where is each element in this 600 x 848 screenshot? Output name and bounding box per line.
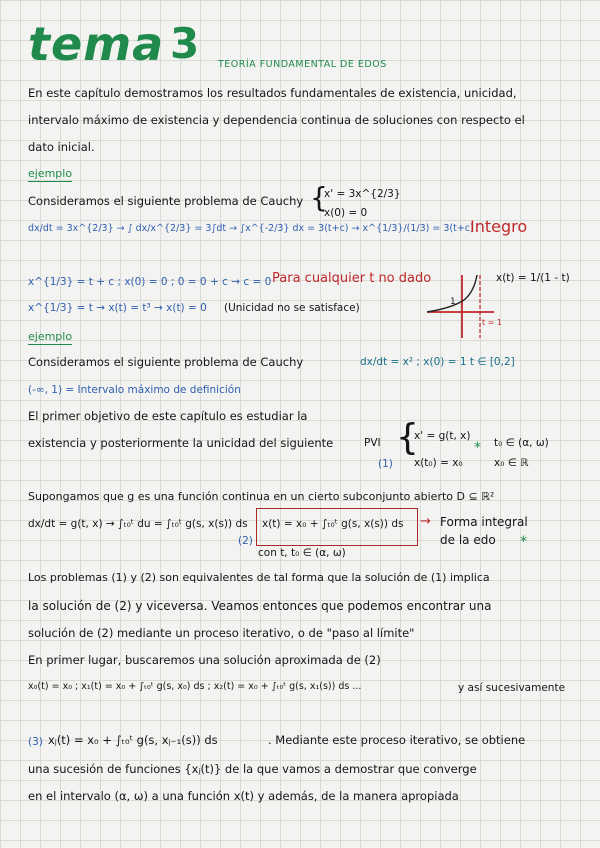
- example2-statement: Consideramos el siguiente problema de Cauchy: [28, 355, 304, 369]
- pvi-number: (1): [378, 458, 393, 470]
- pvi-brace: {: [396, 417, 419, 458]
- chapter-subtitle: TEORÍA FUNDAMENTAL DE EDOS: [218, 59, 387, 70]
- unicity-note: (Unicidad no se satisface): [224, 302, 360, 314]
- iteration-line: x₀(t) = x₀ ; x₁(t) = x₀ + ∫ₜ₀ᵗ g(s, x₀) ds ; x₂(t) = x₀ + ∫ₜ₀ᵗ g(s, x₁(s)) ds ...: [28, 681, 362, 692]
- equivalence-line-3: solución de (2) mediante un proceso iterativo, o de "paso al límite": [28, 626, 415, 640]
- integral-form-label-1: Forma integral: [440, 515, 528, 529]
- example-label-1: ejemplo: [28, 167, 73, 180]
- pvi-cond-1: t₀ ∈ (α, ω): [494, 437, 549, 449]
- objective-line-2: existencia y posteriormente la unicidad del siguiente: [28, 436, 334, 450]
- pvi-eq-1: x' = g(t, x): [414, 430, 471, 442]
- pvi-label: PVI: [364, 437, 381, 449]
- system-ic: x(0) = 0: [324, 207, 368, 219]
- integral-boxed: x(t) = x₀ + ∫ₜ₀ᵗ g(s, x(s)) ds: [262, 518, 404, 530]
- integration-chain: dx/dt = 3x^{2/3} → ∫ dx/x^{2/3} = 3∫dt → ∫x^{-2/3} dx = 3(t+c) → x^{1/3}/(1/3) = 3(t+c): [28, 223, 474, 234]
- example-label-2: ejemplo: [28, 330, 73, 343]
- intro-line-3: dato inicial.: [28, 140, 95, 154]
- system-eq: x' = 3x^{2/3}: [324, 188, 401, 200]
- step-2: x^{1/3} = t + c ; x(0) = 0 ; 0 = 0 + c → c = 0: [28, 276, 272, 288]
- suppose-line: Supongamos que g es una función continua en un cierto subconjunto abierto D ⊆ ℝ²: [28, 490, 495, 503]
- integral-lhs: dx/dt = g(t, x) → ∫ₜ₀ᵗ du = ∫ₜ₀ᵗ g(s, x(s)) ds: [28, 518, 248, 530]
- page-title: tema: [28, 17, 165, 71]
- picard-text-2: una sucesión de funciones {xⱼ(t)} de la que vamos a demostrar que converge: [28, 762, 477, 776]
- intro-line-1: En este capítulo demostramos los resultados fundamentales de existencia, unicidad,: [28, 86, 517, 100]
- integral-arrow: →: [420, 514, 431, 529]
- blowup-graph: [422, 270, 502, 340]
- picard-number: (3): [28, 736, 43, 748]
- step-3: x^{1/3} = t → x(t) = t³ → x(t) = 0: [28, 302, 207, 314]
- graph-t-label: t = 1: [482, 318, 503, 327]
- integral-star: *: [520, 534, 527, 550]
- example1-statement: Consideramos el siguiente problema de Cauchy: [28, 194, 304, 208]
- intro-line-2: intervalo máximo de existencia y dependencia continua de soluciones con respecto el: [28, 113, 525, 127]
- pvi-star: *: [474, 440, 481, 456]
- pvi-cond-2: x₀ ∈ ℝ: [494, 457, 529, 469]
- picard-equation: xⱼ(t) = x₀ + ∫ₜ₀ᵗ g(s, xⱼ₋₁(s)) ds: [48, 733, 218, 747]
- iteration-tail: y así sucesivamente: [458, 682, 566, 694]
- equivalence-line-2: la solución de (2) y viceversa. Veamos entonces que podemos encontrar una: [28, 599, 492, 613]
- picard-text-1: . Mediante este proceso iterativo, se obtiene: [268, 733, 526, 747]
- equivalence-line-1: Los problemas (1) y (2) son equivalentes de tal forma que la solución de (1) implica: [28, 571, 490, 584]
- red-note: Para cualquier t no dado: [272, 271, 432, 286]
- max-interval: (-∞, 1) = Intervalo máximo de definición: [28, 384, 241, 396]
- example2-equation: dx/dt = x² ; x(0) = 1 t ∈ [0,2]: [360, 356, 515, 368]
- equivalence-line-4: En primer lugar, buscaremos una solución aproximada de (2): [28, 653, 381, 667]
- integral-number: (2): [238, 535, 253, 547]
- svg-text:1: 1: [450, 297, 456, 307]
- system-brace: {: [310, 181, 328, 214]
- pvi-eq-2: x(t₀) = x₀: [414, 457, 463, 469]
- graph-function: x(t) = 1/(1 - t): [496, 272, 570, 284]
- integral-condition: con t, t₀ ∈ (α, ω): [258, 547, 346, 559]
- integral-form-label-2: de la edo: [440, 533, 496, 547]
- chapter-number: 3: [170, 19, 200, 68]
- objective-line-1: El primer objetivo de este capítulo es estudiar la: [28, 409, 308, 423]
- integro-note: Integro: [470, 217, 528, 236]
- picard-text-3: en el intervalo (α, ω) a una función x(t) y además, de la manera apropiada: [28, 789, 459, 803]
